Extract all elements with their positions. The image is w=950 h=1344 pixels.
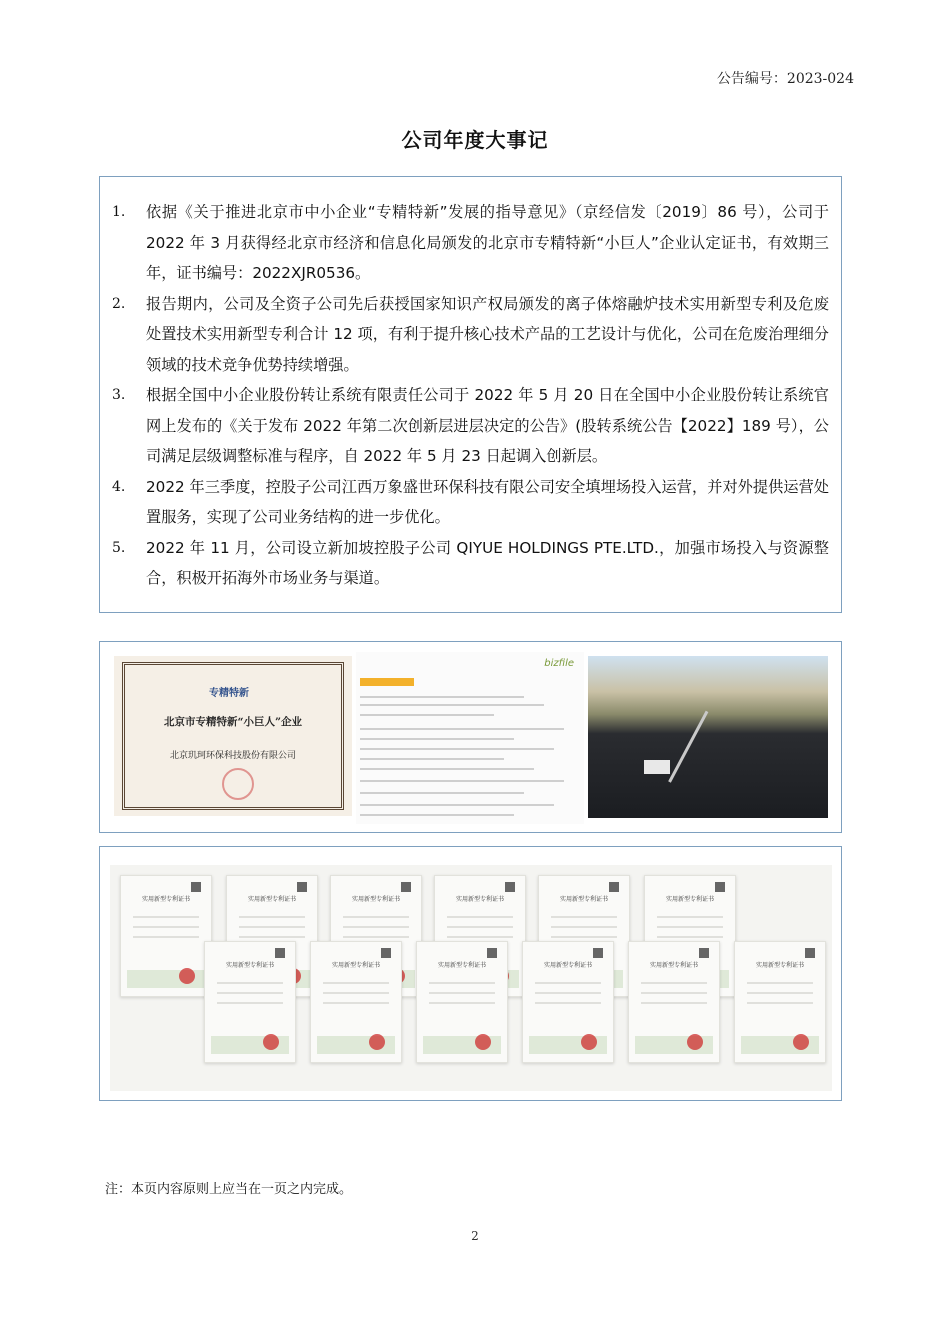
document-line	[360, 738, 514, 740]
little-giant-certificate-image	[114, 656, 352, 816]
event-number: 5.	[112, 539, 126, 556]
document-line	[360, 792, 524, 794]
landfill-site-photo	[588, 656, 828, 818]
document-line	[360, 780, 564, 782]
event-text: 根据全国中小企业股份转让系统有限责任公司于 2022 年 5 月 20 日在全国中小企业股份转让系统官网上发布的《关于发布 2022 年第二次创新层进层决定的公告》(股转系统公告【2022】189 号），公司满足层级调整标准与程序，自 2022 年 5 月 23 日起调入创新层。	[146, 386, 829, 465]
event-item	[100, 380, 829, 472]
qr-code-icon	[715, 882, 725, 892]
patent-certificate-title: 实用新型专利证书	[331, 962, 380, 969]
qr-code-icon	[609, 882, 619, 892]
qr-code-icon	[275, 948, 285, 958]
event-number: 4.	[112, 478, 126, 495]
crane-shape	[668, 711, 708, 783]
annual-events-box	[99, 176, 842, 613]
patent-certificate-title: 实用新型专利证书	[225, 962, 274, 969]
patent-certificate-image	[120, 875, 212, 997]
patent-certificate-title: 实用新型专利证书	[543, 962, 592, 969]
footnote: 注：本页内容原则上应当在一页之内完成。	[105, 1182, 353, 1197]
patent-certificate-title: 实用新型专利证书	[141, 896, 190, 903]
bizfile-logo: bizfile	[544, 658, 574, 669]
red-seal-icon	[179, 968, 195, 984]
patent-certificate-title: 实用新型专利证书	[247, 896, 296, 903]
page-number: 2	[471, 1229, 479, 1243]
document-line	[360, 696, 524, 698]
document-line	[360, 714, 494, 716]
event-text: 2022 年 11 月，公司设立新加坡控股子公司 QIYUE HOLDINGS PTE.LTD.，加强市场投入与资源整合，积极开拓海外市场业务与渠道。	[146, 538, 829, 587]
event-item	[100, 472, 829, 533]
document-line	[360, 704, 544, 706]
document-line	[360, 768, 534, 770]
red-seal-icon	[475, 1034, 491, 1050]
patent-certificate-title: 实用新型专利证书	[455, 896, 504, 903]
document-line	[360, 814, 514, 816]
page-title: 公司年度大事记	[401, 128, 549, 152]
red-seal-icon	[687, 1034, 703, 1050]
patent-certificate-title: 实用新型专利证书	[559, 896, 608, 903]
patent-certificate-title: 实用新型专利证书	[755, 962, 804, 969]
patent-certificate-image	[416, 941, 508, 1063]
patent-certificates-photo	[99, 846, 842, 1101]
red-seal-icon	[263, 1034, 279, 1050]
singapore-registration-document-image	[356, 652, 584, 824]
qr-code-icon	[805, 948, 815, 958]
event-number: 3.	[112, 387, 126, 403]
event-number: 1.	[112, 204, 126, 220]
event-item	[100, 197, 829, 289]
event-text: 依据《关于推进北京市中小企业“专精特新”发展的指导意见》（京经信发〔2019〕86 号），公司于 2022 年 3 月获得经北京市经济和信息化局颁发的北京市专精特新“小巨人”企业认定证书，有效期三年，证书编号：2022XJR0536。	[146, 203, 829, 282]
qr-code-icon	[699, 948, 709, 958]
patent-certificate-image	[204, 941, 296, 1063]
red-seal-icon	[369, 1034, 385, 1050]
red-seal-icon	[581, 1034, 597, 1050]
events-list	[100, 177, 841, 594]
event-item	[100, 289, 829, 381]
certificate-badge: 专精特新	[209, 688, 249, 699]
patent-certificate-title: 实用新型专利证书	[665, 896, 714, 903]
qr-code-icon	[401, 882, 411, 892]
certificate-headline: 北京市专精特新“小巨人”企业	[163, 716, 303, 728]
patent-certificate-image	[522, 941, 614, 1063]
patent-certificate-title: 实用新型专利证书	[649, 962, 698, 969]
event-text: 报告期内，公司及全资子公司先后获授国家知识产权局颁发的离子体熔融炉技术实用新型专利及危废处置技术实用新型专利合计 12 项，有利于提升核心技术产品的工艺设计与优化，公司在危废治理细分领域的技术竞争优势持续增强。	[146, 294, 829, 374]
event-text: 2022 年三季度，控股子公司江西万象盛世环保科技有限公司安全填埋场投入运营，并对外提供运营处置服务，实现了公司业务结构的进一步优化。	[146, 477, 829, 526]
announcement-number: 公告编号：2023-024	[716, 71, 854, 87]
patent-certificate-image	[628, 941, 720, 1063]
photo-strip-top	[99, 641, 842, 833]
qr-code-icon	[505, 882, 515, 892]
patent-certificate-title: 实用新型专利证书	[437, 962, 486, 969]
qr-code-icon	[487, 948, 497, 958]
red-seal-icon	[793, 1034, 809, 1050]
document-line	[360, 758, 504, 760]
patent-certificate-image	[734, 941, 826, 1063]
document-line	[360, 728, 564, 730]
event-item	[100, 533, 829, 594]
qr-code-icon	[191, 882, 201, 892]
document-line	[360, 804, 554, 806]
patent-certificate-title: 实用新型专利证书	[351, 896, 400, 903]
patent-certificate-image	[310, 941, 402, 1063]
tent-shape	[644, 760, 670, 774]
qr-code-icon	[381, 948, 391, 958]
document-highlight	[360, 678, 414, 686]
event-number: 2.	[112, 295, 126, 312]
certificate-company: 北京玑珂环保科技股份有限公司	[169, 751, 296, 761]
patent-certificates-collage	[110, 865, 832, 1091]
qr-code-icon	[593, 948, 603, 958]
qr-code-icon	[297, 882, 307, 892]
document-line	[360, 748, 554, 750]
certificate-seal-icon	[222, 768, 254, 800]
